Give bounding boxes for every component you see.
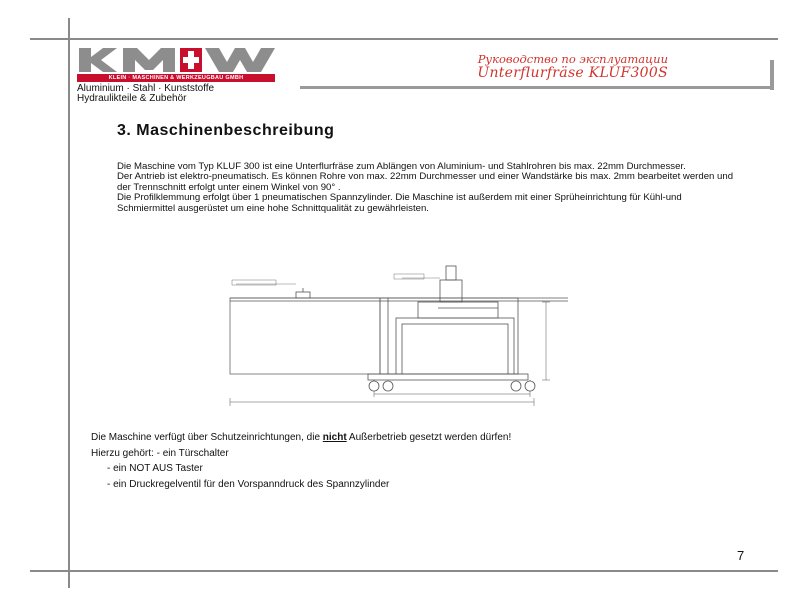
bottom-rule — [30, 570, 778, 572]
left-rule — [68, 18, 70, 588]
company-line-materials: Aluminium · Stahl · Kunststoffe — [77, 83, 215, 94]
safety-intro-after: Außerbetrieb gesetzt werden dürfen! — [346, 432, 512, 443]
safety-item-emergency-stop: - ein NOT AUS Taster — [107, 463, 203, 474]
kmw-logo-mark — [77, 46, 277, 74]
safety-emphasis: nicht — [322, 432, 347, 443]
safety-includes-line: Hierzu gehört: - ein Türschalter — [91, 448, 229, 459]
intro-text — [117, 162, 742, 214]
safety-intro-before: Die Maschine verfügt über Schutzeinrichtungen, die — [91, 432, 323, 443]
logo-subtitle-bar: KLEIN · MASCHINEN & WERKZEUGBAU GMBH — [77, 74, 275, 82]
top-rule — [30, 38, 778, 40]
header-underline — [300, 86, 772, 89]
intro-paragraph-1: Die Maschine vom Typ KLUF 300 ist eine Unterflurfräse zum Ablängen von Aluminium- und Stahlrohren bis max. 22mm Durchmesser. — [117, 161, 686, 172]
page-number: 7 — [737, 548, 745, 563]
safety-intro-line — [91, 432, 511, 443]
doc-title-russian: Руководство по эксплуатации — [477, 52, 668, 66]
company-logo — [77, 46, 277, 104]
safety-item-pressure-valve: - ein Druckregelventil für den Vorspanndruck des Spannzylinder — [107, 479, 390, 490]
section-heading: 3. Maschinenbeschreibung — [117, 122, 335, 139]
doc-title-german: Unterflurfräse KLUF300S — [477, 65, 668, 81]
machine-drawing — [228, 262, 570, 412]
intro-paragraph-2: Der Antrieb ist elektro-pneumatisch. Es können Rohre von max. 22mm Durchmesser und einer Wandstärke bis max. 2mm bearbeitet werden und der Trennschnitt erfolgt unter einem Winkel von 90° . — [117, 171, 734, 193]
company-line-parts: Hydraulikteile & Zubehör — [77, 93, 187, 104]
header-right-bar — [770, 60, 774, 90]
intro-paragraph-3: Die Profilklemmung erfolgt über 1 pneumatischen Spannzylinder. Die Maschine ist außerdem mit einer Sprüheinrichtung für Kühl-und Schmiermittel ausgerüstet um eine hohe Schnittqualität zu gewährleisten. — [117, 192, 682, 214]
